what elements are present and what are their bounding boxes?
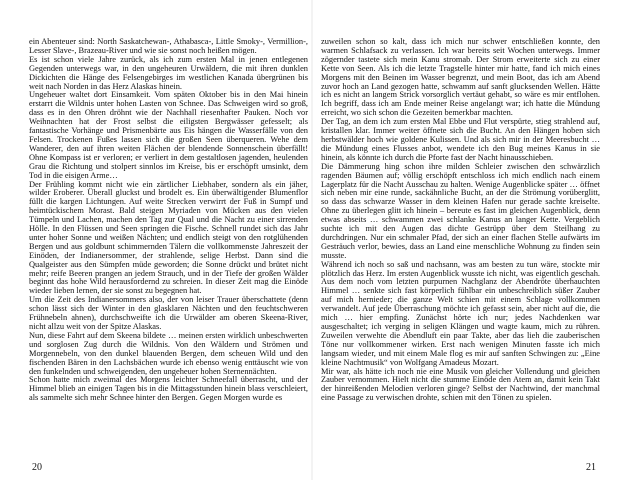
paragraph: Während ich noch so saß und nachsann, was am besten zu tun wäre, stockte mir plötzlich das Herz. Im ersten Augenblick wusste ich nicht, was eigentlich geschah. Aus dem noch vom letzten purpurnen Nachglanz der Abendröte überhauchten Himmel … senkte sich fast körperlich fühlbar ein unbeschreiblich süßer Zauber auf mich hernieder; die ganze Welt schien mit einem Schlage vollkommen verwandelt. Auf jede Überraschung möchte ich gefasst sein, aber nicht auf die, die mich … hier empfing. Zunächst hörte ich nur; jedes Nachdenken war ausgeschaltet; ich verging in seligen Klängen und wagte kaum, mich zu rühren. Zuweilen verwehte die Abendluft ein paar Takte, aber das lieh die zauberischen Töne nur vollkommener wirken. Erst nach wenigen Minuten fasste ich mich langsam wieder, und mit einem Male flog es mir auf sanften Schwingen zu: „Eine kleine Nachtmusik“ von Wolfgang Amadeus Mozart. [321, 259, 600, 367]
left-page [29, 38, 308, 403]
paragraph: Ungeheuer waltet dort Einsamkeit. Vom späten Oktober bis in den Mai hinein erstarrt die Wildnis unter hohen Lasten von Schnee. Das Schweigen wird so groß, dass es in den Ohren dröhnt wie der Nachhall riesenhafter Pauken. Noch vor Weihnachten hat der Frost selbst die eiligsten Bergwässer gefesselt; als fantastische Vorhänge und Prismenbärte aus Eis hängen die Wasserfälle von den Felsen. Trockenen Fußes lassen sich die großen Seen überqueren. Wehe dem Wanderer, den auf ihren weiten Flächen der blendende Sonnenschein überfällt! Ohne Kompass ist er verloren; er verliert in dem gestaltlosen jagenden, heulenden Grau die Richtung und stolpert sinnlos im Kreise, bis er erschöpft umsinkt, dem Tod in die eisigen Arme… [29, 90, 308, 180]
page-gutter [311, 0, 313, 480]
paragraph: Der Frühling kommt nicht wie ein zärtlicher Liebhaber, sondern als ein jäher, wilder Eroberer. Überall gluckst und brodelt es. Ein überwältigender Blumenflor füllt die kargen Lichtungen. Auf weite Strecken verwirrt der Fuß in Sumpf und heimtückischem Morast. Bald steigen Myriaden von Mücken aus den vielen Tümpeln und Lachen, machen den Tag zur Qual und die Nacht zu einer sirrenden Hölle. In den Flüssen und Seen springen die Fische. Schnell rundet sich das Jahr unter hoher Sonne und weißen Nächten; und endlich steigt von den rotglühenden Bergen und aus goldbunt schimmernden Tälern die vollkommenste Jahreszeit der Einöden, der Indianersommer, der strahlende, selige Herbst. Dann sind die Qualgeister aus den Sümpfen müde geworden; die Sonne drückt und brütet nicht mehr; reife Beeren prangen an jedem Strauch, und in der Tiefe der großen Wälder beginnt das hohe Wild herausfordernd zu schreien. In dieser Zeit mag die Einöde wieder lieben lernen, der sie sonst zu begegnen hat. [29, 179, 308, 296]
paragraph: ein Abenteuer sind: North Saskatchewan-, Athabasca-, Little Smoky-, Vermillion-, Lesser Slave-, Brazeau-River und wie sie sonst noch heißen mögen. [29, 37, 308, 55]
left-page-text [29, 38, 308, 403]
left-page-number: 20 [32, 462, 42, 473]
right-page [321, 38, 600, 403]
right-page-text [321, 38, 600, 403]
paragraph: Die Dämmerung hing schon ihre milden Schleier zwischen den schwärzlich ragenden Bäumen auf; völlig erschöpft entschloss ich mich endlich nach einem Lagerplatz für die Nacht Ausschau zu halten. Wenige Augenblicke später … öffnet sich neben mir eine runde, sackähnliche Bucht, an der die Strömung vorüberglitt, so dass das schwarze Wasser in dem kleinen Hafen nur gerade sachte kreiselte. Ohne zu überlegen glitt ich hinein – bereute es fast im gleichen Augenblick, denn etwas abseits … schwammen zwei schlanke Kanus an langer Kette. Vergeblich suchte ich mit den Augen das dichte Gestrüpp über dem Steilhang zu durchdringen. Nur ein schmaler Pfad, der sich an einer flachen Stelle aufwärts im Gesträuch verlor, bewies, dass an Land eine menschliche Wohnung zu finden sein musste. [321, 161, 600, 260]
paragraph: Schon hatte mich zweimal des Morgens leichter Schneefall überrascht, und der Himmel blieb an einigen Tagen bis in die Mittagsstunden hinein blass verschleiert, als sammelte sich mehr Schnee hinter den Bergen. Gegen Morgen wurde es [29, 375, 308, 403]
paragraph: Es ist schon viele Jahre zurück, als ich zum ersten Mal in jenen entlegenen Gegenden unterwegs war, in den ungeheuren Urwäldern, die mit ihren dunklen Dickichten die Hänge des Felsengebirges im westlichen Kanada übergrünen bis weit nach Norden in das Herz Alaskas hinein. [29, 54, 308, 91]
paragraph: zuweilen schon so kalt, dass ich mich nur schwer entschließen konnte, den warmen Schlafsack zu verlassen. Ich war bereits seit Wochen unterwegs. Immer zögernder tastete sich mein Kanu stromab. Der Strom erweiterte sich zu einer Kette von Seen. Als ich die letzte Tragstelle hinter mir hatte, fand ich mich eines Morgens mit den Beinen im Wasser begrenzt, und mein Boot, das ich am Abend zuvor hoch an Land gezogen hatte, schwamm auf sanft glucksenden Wellen. Hätte ich es nicht an langem Strick vorsorglich vertäut gehabt, so wäre es mir entflohen. Ich begriff, dass ich am Ende meiner Reise angelangt war; ich hatte die Mündung erreicht, wo sich schon die Gezeiten bemerkbar machten. [321, 37, 600, 118]
paragraph: Der Tag, an dem ich zum ersten Mal Ebbe und Flut verspürte, stieg strahlend auf, kristallen klar. Immer weiter öffnete sich die Bucht. An den Hängen hoben sich herbstwälder hoch wie goldene Kulissen. Und als sich mir in der Meeresbucht … die Mündung eines Flusses anbot, wendete ich den Bug meines Kanus in sie hinein, als könnte ich durch die Pforte fast der Nacht hinausschieben. [321, 117, 600, 162]
paragraph: Nun, diese Fahrt auf dem Skeena bildete … meinen ersten wirklich unbeschwerten und sorglosen Zug durch die Wildnis. Von den Wäldern und Strömen und Morgennebeln, von den dunkel blauenden Bergen, dem scheuen Wild und den fischenden Bären in den Lachsbächen wurde ich ebenso wenig enttäuscht wie von den funkelnden und schweigenden, den ungeheuer hohen Sternennächten. [29, 330, 308, 376]
paragraph: Um die Zeit des Indianersommers also, der von leiser Trauer überschattete (denn schon lässt sich der Winter in den glasklaren Nächten und den feuchtschweren Frühnebeln ahnen), durchschweifte ich die Urwälder am oberen Skeena-River, nicht allzu weit von der Spitze Alaskas. [29, 295, 308, 331]
paragraph: Mir war, als hätte ich noch nie eine Musik von gleicher Vollendung und gleichen Zauber vernommen. Hielt nicht die stumme Einöde den Atem an, damit kein Takt der hinreißenden Melodien verloren ginge? Selbst der Nachtwind, der manchmal eine Passage zu verwischen drohte, schien mit den Tönen zu spielen. [321, 366, 600, 403]
right-page-number: 21 [586, 462, 596, 473]
